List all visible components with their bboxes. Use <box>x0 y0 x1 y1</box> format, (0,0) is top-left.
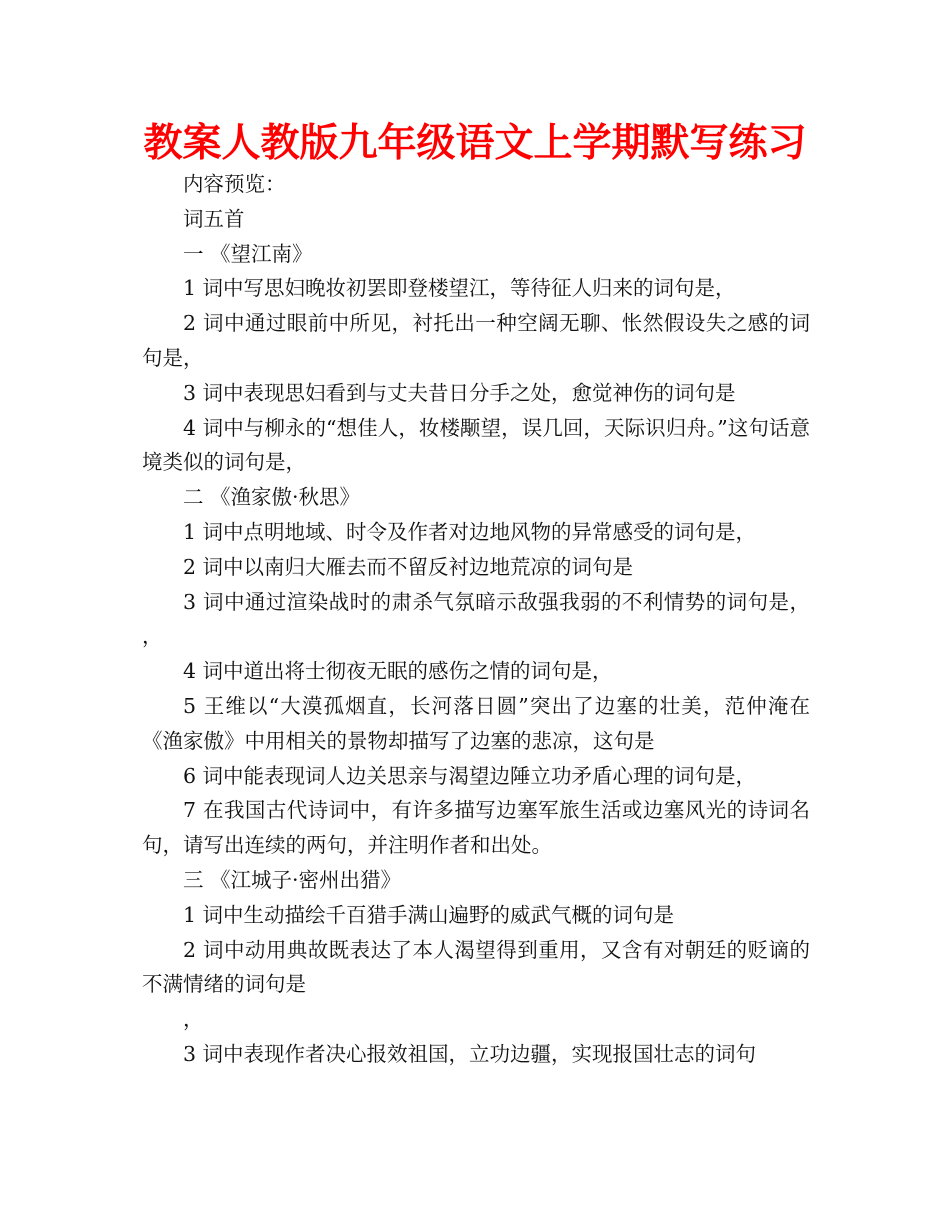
question-item: 1 词中写思妇晚妆初罢即登楼望江，等待征人归来的词句是， <box>183 276 736 301</box>
question-item: 3 词中表现作者决心报效祖国，立功边疆，实现报国壮志的词句 <box>183 1041 757 1066</box>
question-item: 3 词中表现思妇看到与丈夫昔日分手之处，愈觉神伤的词句是 <box>183 380 736 405</box>
question-item: 2 词中以南归大雁去而不留反衬边地荒凉的词句是 <box>183 554 634 579</box>
preview-label: 内容预览： <box>183 172 286 196</box>
question-item: 7 在我国古代诗词中，有许多描写边塞军旅生活或边塞风光的诗词名句，请写出连续的两句，并注明作者和出处。 <box>142 798 810 858</box>
question-item: 3 词中通过渲染战时的肃杀气氛暗示敌强我弱的不利情势的词句是， ， <box>142 589 810 649</box>
question-item: 6 词中能表现词人边关思亲与渴望边陲立功矛盾心理的词句是， <box>183 763 757 788</box>
question-item: 2 词中通过眼前中所见，衬托出一种空阔无聊、怅然假设失之感的词句是， <box>142 311 810 370</box>
answer-blank: ， <box>183 1007 204 1032</box>
question-item: 2 词中动用典故既表达了本人渴望得到重用，又含有对朝廷的贬谪的不满情绪的词句是 <box>142 937 810 997</box>
document-body <box>142 167 810 1072</box>
question-item: 4 词中与柳永的“想佳人，妆楼颙望，误几回，天际识归舟。”这句话意境类似的词句是， <box>142 415 810 475</box>
question-item: 4 词中道出将士彻夜无眠的感伤之情的词句是， <box>183 659 613 684</box>
subsection-heading: 三 《江城子·密州出猎》 <box>183 867 402 892</box>
document-title: 教案人教版九年级语文上学期默写练习 <box>143 121 807 166</box>
question-item: 1 词中点明地域、时令及作者对边地风物的异常感受的词句是， <box>183 519 757 544</box>
question-item: 1 词中生动描绘千百猎手满山遍野的威武气概的词句是 <box>183 902 675 927</box>
question-item: 5 王维以“大漠孤烟直，长河落日圆”突出了边塞的壮美，范仲淹在《渔家傲》中用相关的景物却描写了边塞的悲凉，这句是 <box>142 693 810 753</box>
section-heading: 词五首 <box>183 206 245 231</box>
subsection-heading: 二 《渔家傲·秋思》 <box>183 485 361 510</box>
subsection-heading: 一 《望江南》 <box>183 241 313 266</box>
